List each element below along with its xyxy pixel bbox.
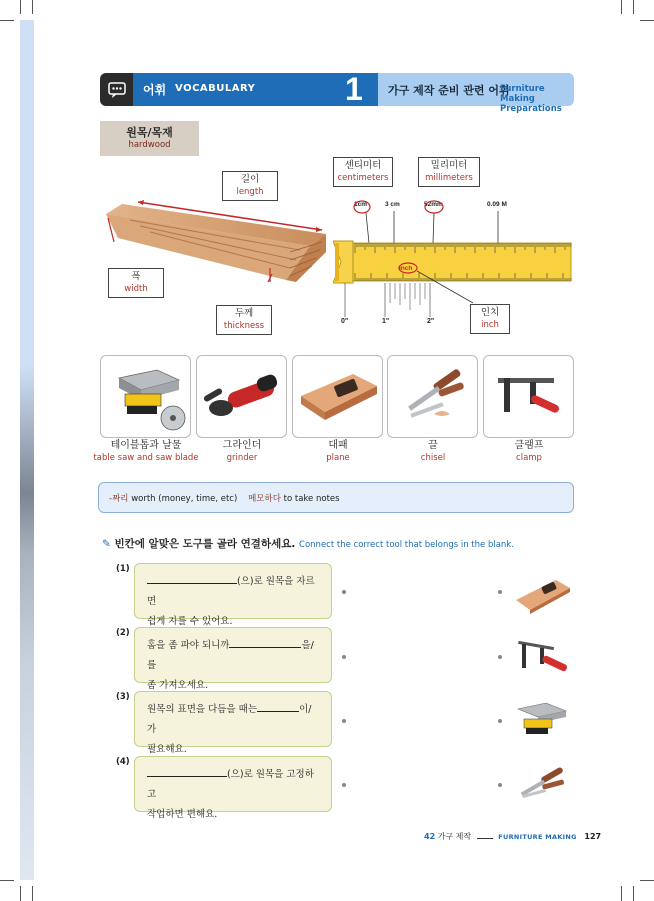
readout-52mm: 52mm — [424, 201, 443, 208]
category-label — [100, 121, 199, 156]
chisel-icon — [512, 762, 572, 806]
crop-mark — [0, 880, 14, 881]
crop-mark — [633, 0, 634, 14]
tool-card-chisel — [387, 355, 478, 438]
clamp-icon — [512, 636, 572, 680]
question-number-4: (4) — [116, 757, 130, 767]
note-def-2: to take notes — [283, 494, 340, 504]
match-dot-left-4[interactable] — [342, 783, 346, 787]
match-dot-left-2[interactable] — [342, 655, 346, 659]
answer-image-chisel[interactable] — [512, 762, 572, 806]
crop-mark — [0, 20, 14, 21]
page-number: 127 — [584, 832, 602, 841]
inch-mark: inch — [399, 265, 413, 272]
answer-blank[interactable] — [147, 776, 227, 777]
length-label: 길이 length — [222, 171, 278, 201]
tool-card-plane — [292, 355, 383, 438]
width-label: 폭 width — [108, 268, 164, 298]
crop-mark — [633, 886, 634, 901]
crop-mark — [640, 880, 654, 881]
category-kr: 원목/목재 — [126, 126, 173, 139]
table-saw-icon — [512, 697, 572, 741]
match-dot-right-2[interactable] — [498, 655, 502, 659]
header-label-en: VOCABULARY — [175, 83, 256, 94]
lesson-title-en: FURNITURE MAKING — [498, 833, 577, 841]
match-dot-left-1[interactable] — [342, 590, 346, 594]
tool-caption-plane: 대패 plane — [326, 440, 350, 463]
crop-mark — [20, 0, 21, 14]
chisel-icon — [388, 356, 478, 438]
chat-bubble-icon — [100, 73, 133, 106]
tool-card-table-saw — [100, 355, 191, 438]
note-word-1: -짜리 — [109, 494, 129, 504]
instruction-en: Connect the correct tool that belongs in the blank. — [299, 540, 514, 550]
thickness-label: 두께 thickness — [216, 305, 272, 335]
question-box-3: 원목의 표면을 다듬을 때는 이/가 필요해요. — [134, 691, 332, 747]
instruction-kr: 빈칸에 알맞은 도구를 골라 연결하세요. — [114, 538, 296, 550]
crop-mark — [32, 0, 33, 14]
question-box-1: (으)로 원목을 자르면 쉽게 자를 수 있어요. — [134, 563, 332, 619]
tape-two-inch: 2" — [427, 318, 435, 325]
plane-icon — [512, 570, 572, 614]
answer-blank[interactable] — [257, 711, 299, 712]
answer-blank[interactable] — [229, 647, 301, 648]
pencil-icon: ✎ — [102, 538, 111, 550]
vocabulary-header — [100, 71, 574, 114]
section-number: 1 — [345, 71, 363, 107]
header-label-kr: 어휘 — [143, 83, 167, 97]
answer-blank[interactable] — [147, 583, 237, 584]
match-dot-right-3[interactable] — [498, 719, 502, 723]
question-box-2: 홈을 좀 파야 되니까 을/를 좀 가져오세요. — [134, 627, 332, 683]
question-number-1: (1) — [116, 564, 130, 574]
table-saw-icon — [101, 356, 191, 438]
lesson-number: 42 — [424, 832, 436, 841]
crop-mark — [20, 886, 21, 901]
readout-3cm: 3 cm — [385, 201, 400, 208]
tape-measure-illustration — [333, 185, 573, 325]
question-number-3: (3) — [116, 692, 130, 702]
answer-image-table-saw[interactable] — [512, 697, 572, 741]
plane-icon — [293, 356, 383, 438]
clamp-icon — [484, 356, 574, 438]
tool-caption-grinder: 그라인더 grinder — [222, 440, 262, 463]
lesson-title-kr: 가구 제작 — [437, 832, 472, 841]
tool-caption-chisel: 끌 chisel — [420, 440, 446, 463]
note-word-2: 메모하다 — [248, 494, 281, 504]
crop-mark — [640, 20, 654, 21]
tape-one-inch: 1" — [382, 318, 390, 325]
tape-zero: 0" — [341, 318, 349, 325]
grinder-icon — [197, 356, 287, 438]
note-def-1: worth (money, time, etc) — [131, 494, 238, 504]
page-footer — [424, 831, 601, 842]
match-dot-left-3[interactable] — [342, 719, 346, 723]
exercise-instruction — [102, 536, 514, 551]
tool-card-clamp — [483, 355, 574, 438]
tool-caption-clamp: 클램프 clamp — [514, 440, 544, 463]
category-en: hardwood — [128, 140, 171, 150]
millimeters-label: 밀리미터 millimeters — [418, 157, 480, 187]
match-dot-right-1[interactable] — [498, 590, 502, 594]
vocab-note — [98, 482, 574, 513]
inch-label: 인치 inch — [470, 304, 510, 334]
crop-mark — [621, 886, 622, 901]
tool-caption-table-saw: 테이블톱과 날물 table saw and saw blade — [93, 440, 199, 463]
question-box-4: (으)로 원목을 고정하고 작업하면 편해요. — [134, 756, 332, 812]
match-dot-right-4[interactable] — [498, 783, 502, 787]
crop-mark — [32, 886, 33, 901]
page-edge-strip — [20, 20, 34, 880]
section-title-kr: 가구 제작 준비 관련 어휘 — [388, 84, 510, 97]
crop-mark — [621, 0, 622, 14]
question-number-2: (2) — [116, 628, 130, 638]
centimeters-label: 센티미터 centimeters — [333, 157, 393, 187]
section-title-en: Furniture Making Preparations — [500, 84, 562, 114]
answer-image-plane[interactable] — [512, 570, 572, 614]
tool-card-grinder — [196, 355, 287, 438]
answer-image-clamp[interactable] — [512, 636, 572, 680]
readout-1cm: 1cm — [354, 201, 368, 208]
readout-009m: 0.09 M — [487, 201, 507, 208]
